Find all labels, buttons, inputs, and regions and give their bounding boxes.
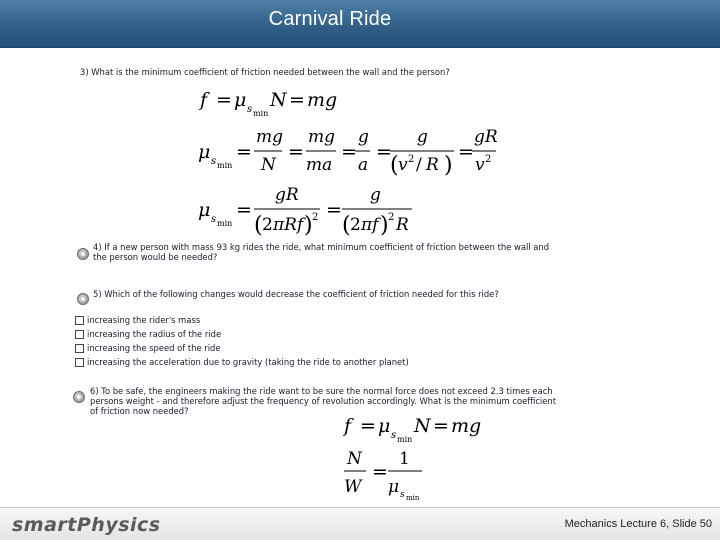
svg-text:=: = — [288, 141, 304, 163]
svg-text:=: = — [289, 89, 305, 111]
slide-title: Carnival Ride — [268, 8, 392, 30]
svg-text:g: g — [358, 127, 369, 147]
equation-block-2-graphic — [336, 408, 496, 503]
smartphysics-logo: smartPhysics — [12, 514, 161, 536]
gear-icon[interactable] — [77, 248, 89, 260]
svg-text:πf: πf — [361, 215, 379, 235]
svg-text:=: = — [341, 141, 357, 163]
svg-text:): ) — [444, 153, 453, 178]
svg-text:μ: μ — [388, 477, 400, 497]
svg-text:min: min — [397, 435, 413, 444]
svg-text:2: 2 — [262, 215, 273, 235]
svg-text:a: a — [358, 155, 369, 175]
svg-text:N: N — [414, 415, 431, 437]
svg-text:v: v — [475, 155, 485, 175]
svg-text:s: s — [211, 156, 217, 167]
svg-text:s: s — [211, 214, 217, 225]
svg-text:N: N — [261, 155, 276, 175]
question-5: 5) Which of the following changes would decrease the coefficient of friction needed for this ride? — [93, 289, 499, 299]
svg-text:min: min — [253, 109, 269, 118]
svg-text:=: = — [216, 89, 232, 111]
svg-text:=: = — [236, 141, 252, 163]
choice-label: increasing the radius of the ride — [87, 329, 222, 339]
svg-text:N: N — [347, 449, 362, 469]
svg-text:=: = — [236, 199, 252, 221]
svg-text:ma: ma — [306, 155, 333, 175]
gear-icon[interactable] — [77, 293, 89, 305]
svg-text:min: min — [217, 219, 233, 228]
svg-text:min: min — [406, 494, 420, 502]
svg-text:gR: gR — [474, 127, 498, 147]
svg-text:s: s — [247, 104, 253, 115]
svg-text:R: R — [396, 215, 409, 235]
svg-text:1: 1 — [399, 449, 410, 469]
svg-text:s: s — [400, 490, 405, 500]
svg-text:v: v — [398, 155, 408, 175]
svg-text:): ) — [380, 213, 389, 238]
question-3: 3) What is the minimum coefficient of friction needed between the wall and the person? — [80, 67, 450, 77]
svg-text:W: W — [344, 477, 362, 497]
svg-text:(: ( — [390, 153, 399, 178]
choice-1[interactable] — [75, 315, 200, 325]
svg-text:): ) — [304, 213, 313, 238]
slide-number: Mechanics Lecture 6, Slide 50 — [564, 518, 712, 530]
svg-text:μ: μ — [378, 415, 391, 437]
svg-text:f: f — [344, 415, 352, 437]
svg-text:g: g — [370, 185, 381, 205]
checkbox-icon[interactable] — [75, 344, 84, 353]
equation-block-1 — [190, 84, 520, 249]
svg-text:2: 2 — [485, 154, 492, 165]
svg-text:=: = — [433, 415, 449, 437]
svg-text:N: N — [270, 89, 287, 111]
svg-text:R: R — [426, 155, 439, 175]
svg-text:=: = — [360, 415, 376, 437]
svg-text:μ: μ — [198, 141, 211, 163]
svg-text:(: ( — [342, 213, 351, 238]
svg-text:min: min — [217, 161, 233, 170]
choice-label: increasing the rider's mass — [87, 315, 201, 325]
choice-label: increasing the acceleration due to gravity (taking the ride to another planet) — [87, 357, 409, 367]
svg-text:mg: mg — [451, 415, 482, 437]
svg-text:2: 2 — [408, 154, 415, 165]
svg-text:=: = — [458, 141, 474, 163]
svg-text:=: = — [326, 199, 342, 221]
svg-text:=: = — [372, 461, 388, 483]
checkbox-icon[interactable] — [75, 330, 84, 339]
choice-3[interactable] — [75, 343, 221, 353]
svg-text:2: 2 — [312, 212, 319, 223]
svg-text:mg: mg — [308, 127, 336, 147]
svg-text:(: ( — [254, 213, 263, 238]
svg-text:mg: mg — [307, 89, 338, 111]
equation-block-2 — [336, 408, 496, 508]
checkbox-icon[interactable] — [75, 316, 84, 325]
svg-text:g: g — [417, 127, 428, 147]
svg-text:2: 2 — [388, 212, 395, 223]
svg-text:πRf: πRf — [273, 215, 304, 235]
question-6: 6) To be safe, the engineers making the ride want to be sure the normal force does not exceed 2.3 times each persons weight - and therefore adjust the frequency of revolution accordingly. What is the minimum coefficient of friction now needed? — [90, 386, 556, 416]
svg-text:mg: mg — [256, 127, 284, 147]
svg-text:2: 2 — [350, 215, 361, 235]
svg-text:s: s — [391, 430, 397, 441]
equation-block-1-graphic — [190, 84, 520, 244]
svg-text:gR: gR — [275, 185, 299, 205]
choice-4[interactable] — [75, 357, 409, 367]
gear-icon[interactable] — [73, 391, 85, 403]
svg-text:μ: μ — [234, 89, 247, 111]
svg-text:f: f — [200, 89, 208, 111]
svg-text:/: / — [416, 155, 422, 175]
question-4: 4) If a new person with mass 93 kg rides the ride, what minimum coefficient of friction between the wall and the person would be needed? — [93, 242, 550, 262]
choice-label: increasing the speed of the ride — [87, 343, 221, 353]
svg-text:μ: μ — [198, 199, 211, 221]
svg-text:=: = — [376, 141, 392, 163]
choice-2[interactable] — [75, 329, 221, 339]
checkbox-icon[interactable] — [75, 358, 84, 367]
